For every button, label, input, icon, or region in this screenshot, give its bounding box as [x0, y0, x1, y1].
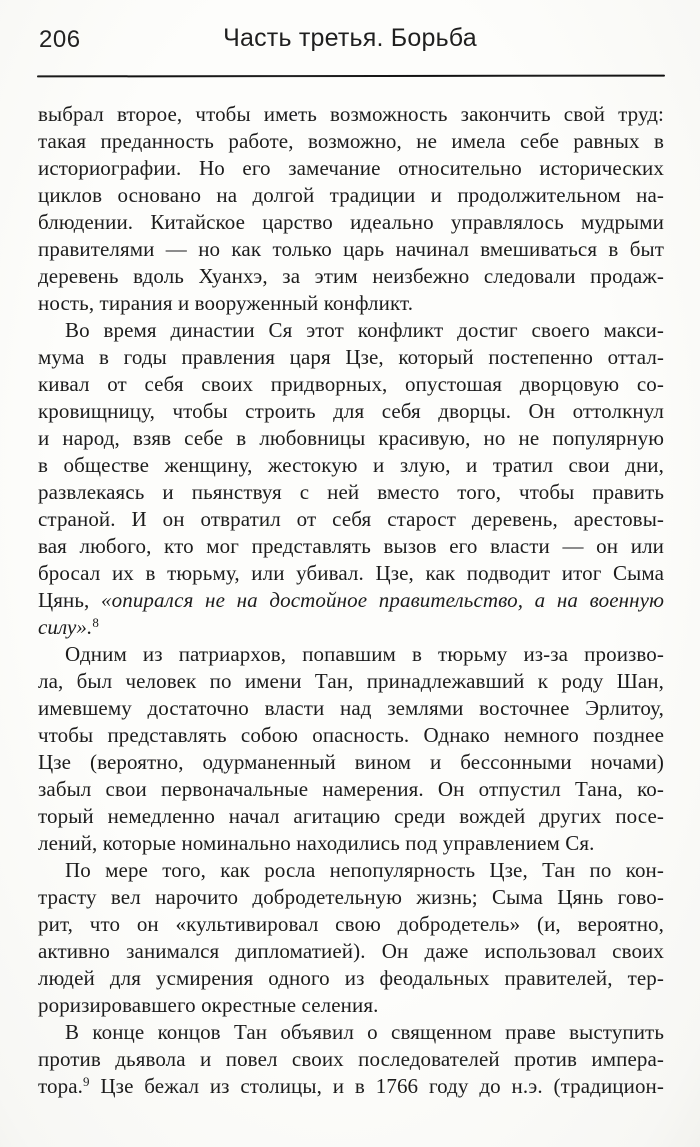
text-run: бросал их в тюрьму, или убивал. Цзе, как подводит итог Сыма [38, 561, 664, 585]
text-run: блюдении. Китайское царство идеально управлялось мудрыми [38, 210, 664, 234]
text-run: кровищницу, чтобы строить для себя дворцы. Он оттолкнул [38, 399, 664, 423]
text-line [38, 668, 664, 695]
text-run: трасту вел нарочито добродетельную жизнь; Сыма Цянь гово- [38, 885, 664, 909]
text-run: ность, тирания и вооруженный конфликт. [38, 291, 414, 315]
text-run: рит, что он «культивировал свою добродетель» (и, вероятно, [38, 912, 664, 936]
text-run: тора. [38, 1074, 83, 1098]
text-line [38, 992, 664, 1019]
text-run: активно занимался дипломатией). Он даже использовал своих [38, 939, 664, 963]
text-run: чтобы представлять собою опасность. Однако немного позднее [38, 723, 664, 747]
text-run: развлекаясь и пьянствуя с ней вместо того, чтобы править [38, 480, 664, 504]
text-line [38, 263, 664, 290]
running-title: Часть третья. Борьба [223, 24, 477, 52]
text-line [38, 803, 664, 830]
text-run: историографии. Но его замечание относительно исторических [38, 156, 664, 180]
text-line [38, 317, 664, 344]
text-line [38, 128, 664, 155]
text-line [38, 560, 664, 587]
page-header [0, 0, 700, 64]
text-run: ла, был человек по имени Тан, принадлежавший к роду Шан, [38, 669, 664, 693]
text-line [38, 290, 664, 317]
text-run: Цянь, [38, 588, 102, 612]
text-line [38, 452, 664, 479]
text-run: имевшему достаточно власти над землями восточнее Эрлитоу, [38, 696, 664, 720]
text-line [38, 857, 664, 884]
text-run: лений, которые номинально находились под управлением Ся. [38, 831, 595, 855]
text-run: выбрал второе, чтобы иметь возможность закончить свой труд: [38, 102, 664, 126]
text-line [38, 884, 664, 911]
text-run: мума в годы правления царя Цзе, который постепенно оттал- [38, 345, 664, 369]
text-run: такая преданность работе, возможно, не имела себе равных в [38, 129, 664, 153]
text-run: «опирался не на достойное правительство, а на военную [101, 588, 664, 612]
text-line [38, 830, 664, 857]
text-line [38, 506, 664, 533]
text-run: Одним из патриархов, попавшим в тюрьму из-за произво- [65, 642, 664, 666]
text-line [38, 101, 664, 128]
text-run: По мере того, как росла непопулярность Цзе, Тан по кон- [65, 858, 664, 882]
text-line [38, 749, 664, 776]
footnote-ref: 8 [92, 615, 99, 630]
page-body [38, 101, 664, 1100]
text-run: силу». [38, 615, 93, 639]
text-line [38, 371, 664, 398]
text-line [38, 722, 664, 749]
text-run: забыл свои первоначальные намерения. Он отпустил Тана, ко- [38, 777, 664, 801]
footnote-ref: 9 [82, 1074, 90, 1089]
text-line [38, 938, 664, 965]
text-run: против дьявола и повел своих последователей против импера- [38, 1047, 664, 1071]
text-line [38, 182, 664, 209]
page-number: 206 [39, 26, 81, 53]
text-line [38, 776, 664, 803]
text-run: В конце концов Тан объявил о священном праве выступить [65, 1020, 664, 1044]
text-line [38, 1046, 664, 1073]
text-run: и народ, взяв себе в любовницы красивую, но не популярную [38, 426, 664, 450]
text-line [38, 533, 664, 560]
text-line [38, 1019, 664, 1046]
text-run: правителями — но как только царь начинал вмешиваться в быт [38, 237, 664, 261]
text-line [38, 614, 664, 641]
text-line [38, 236, 664, 263]
text-line [38, 1073, 664, 1100]
text-run: роризировавшего окрестные селения. [38, 993, 379, 1017]
text-line [38, 344, 664, 371]
text-run: Цзе бежал из столицы, и в 1766 году до н.э. (традицион- [89, 1074, 664, 1098]
text-line [38, 479, 664, 506]
header-rule-divider [37, 75, 665, 78]
text-run: Цзе (вероятно, одурманенный вином и бессонными ночами) [38, 750, 664, 774]
text-line [38, 209, 664, 236]
text-line [38, 911, 664, 938]
text-run: страной. И он отвратил от себя старост деревень, арестовы- [38, 507, 664, 531]
text-run: Во время династии Ся этот конфликт достиг своего макси- [65, 318, 664, 342]
text-run: в обществе женщину, жестокую и злую, и тратил свои дни, [38, 453, 664, 477]
text-run: кивал от себя своих придворных, опустошая дворцовую со- [38, 372, 664, 396]
text-line [38, 587, 664, 614]
text-run: людей для усмирения одного из феодальных правителей, тер- [38, 966, 664, 990]
text-run: деревень вдоль Хуанхэ, за этим неизбежно следовали продаж- [38, 264, 664, 288]
text-line [38, 695, 664, 722]
text-line [38, 965, 664, 992]
text-run: торый немедленно начал агитацию среди вождей других посе- [38, 804, 664, 828]
text-line [38, 425, 664, 452]
text-line [38, 398, 664, 425]
text-run: циклов основано на долгой традиции и продолжительном на- [38, 183, 664, 207]
text-line [38, 155, 664, 182]
text-run: вая любого, кто мог представлять вызов его власти — он или [38, 534, 664, 558]
text-line [38, 641, 664, 668]
